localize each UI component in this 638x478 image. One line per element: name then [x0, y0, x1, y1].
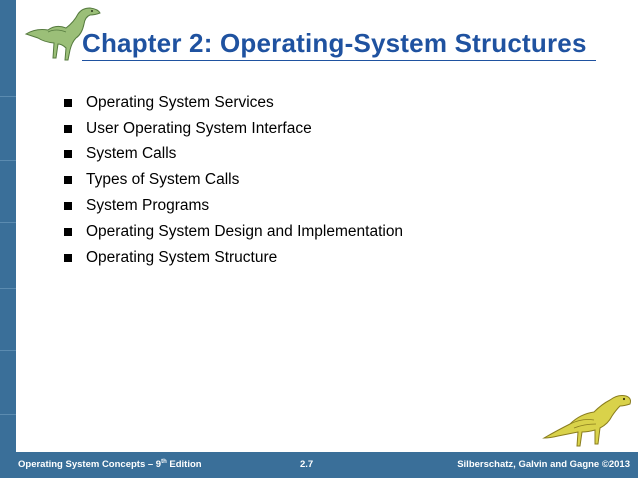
bar-divider [0, 288, 16, 289]
square-bullet-icon [64, 99, 72, 107]
bullet-list [64, 90, 403, 271]
dinosaur-logo-bottom [540, 384, 636, 450]
bullet-text: User Operating System Interface [86, 119, 312, 137]
edition-superscript: th [161, 459, 167, 465]
list-item [64, 142, 403, 168]
page-number: 2.7 [300, 459, 314, 470]
bullet-text: Operating System Services [86, 93, 274, 111]
bar-divider [0, 160, 16, 161]
footer-book-title [18, 459, 202, 470]
bar-divider [0, 350, 16, 351]
bullet-text: Operating System Structure [86, 248, 278, 266]
list-item [64, 167, 403, 193]
bar-divider [0, 96, 16, 97]
bullet-text: Operating System Design and Implementation [86, 222, 404, 240]
square-bullet-icon [64, 125, 72, 133]
bullet-text: System Calls [86, 145, 177, 163]
title-underline [82, 60, 596, 61]
list-item [64, 245, 403, 271]
bullet-text: Types of System Calls [86, 171, 240, 189]
copyright-notice: Silberschatz, Galvin and Gagne ©2013 [457, 459, 630, 470]
square-bullet-icon [64, 176, 72, 184]
list-item [64, 90, 403, 116]
bar-divider [0, 222, 16, 223]
edition-text: Edition [166, 459, 202, 471]
square-bullet-icon [64, 202, 72, 210]
square-bullet-icon [64, 150, 72, 158]
square-bullet-icon [64, 228, 72, 236]
bar-divider [0, 414, 16, 415]
left-accent-bar [0, 0, 16, 478]
list-item [64, 219, 403, 245]
list-item [64, 193, 403, 219]
book-title-text: Operating System Concepts – 9 [18, 459, 162, 471]
page-title: Chapter 2: Operating-System Structures [82, 28, 587, 58]
list-item [64, 116, 403, 142]
bullet-text: System Programs [86, 197, 210, 215]
square-bullet-icon [64, 254, 72, 262]
